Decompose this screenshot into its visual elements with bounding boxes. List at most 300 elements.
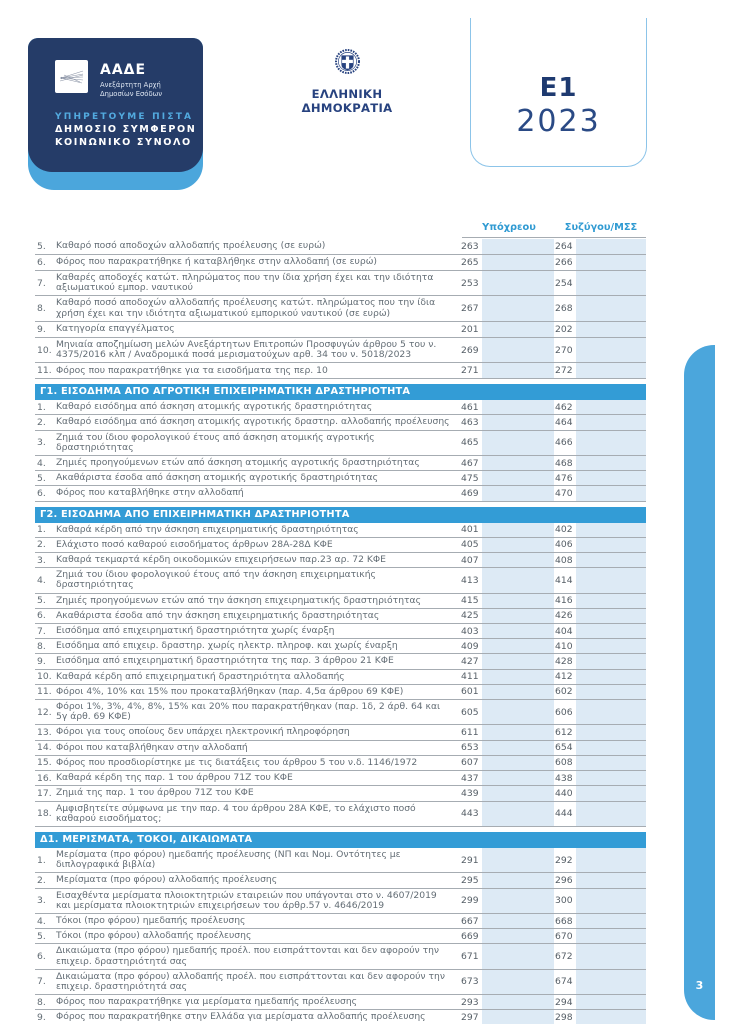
form-year: 2023: [516, 104, 601, 139]
code-label-spouse: 268: [555, 303, 573, 315]
table-row: [35, 553, 646, 568]
row-number: 15.: [37, 757, 52, 769]
table-row: [35, 685, 646, 700]
value-cell-spouse[interactable]: [576, 685, 646, 699]
code-label-obligor: 403: [461, 625, 479, 637]
row-number: 2.: [37, 874, 46, 886]
row-label: Καθαρά κέρδη της παρ. 1 του άρθρου 71Ζ του ΚΦΕ: [56, 772, 293, 784]
code-label-obligor: 407: [461, 554, 479, 566]
table-row: [35, 456, 646, 471]
row-label: Ζημιά της παρ. 1 του άρθρου 71Ζ του ΚΦΕ: [56, 787, 254, 799]
code-label-obligor: 409: [461, 640, 479, 652]
row-number: 1.: [37, 524, 46, 536]
value-cell-obligor[interactable]: [482, 970, 554, 994]
table-row: [35, 523, 646, 538]
code-label-obligor: 269: [461, 344, 479, 356]
value-cell-obligor[interactable]: [482, 456, 554, 470]
value-cell-spouse[interactable]: [576, 741, 646, 755]
code-label-obligor: 469: [461, 488, 479, 500]
table-row: [35, 970, 646, 995]
code-label-spouse: 672: [555, 951, 573, 963]
form-table: [35, 239, 646, 1024]
row-label: Φόρος που παρακρατήθηκε ή καταβλήθηκε στην αλλοδαπή (σε ευρώ): [56, 256, 377, 268]
table-row: [35, 594, 646, 609]
row-number: 17.: [37, 787, 52, 799]
table-row: [35, 741, 646, 756]
table-row: [35, 756, 646, 771]
code-label-obligor: 467: [461, 457, 479, 469]
row-label: Ζημιά του ίδιου φορολογικού έτους από την άσκηση επιχειρηματικής δραστηριότητας: [56, 569, 376, 591]
value-cell-spouse[interactable]: [576, 456, 646, 470]
code-label-spouse: 298: [555, 1011, 573, 1023]
value-cell-obligor[interactable]: [482, 431, 554, 455]
code-label-spouse: 266: [555, 257, 573, 268]
value-cell-obligor[interactable]: [482, 756, 554, 770]
code-label-obligor: 263: [461, 241, 479, 252]
row-label: Φόροι 1%, 3%, 4%, 8%, 15% και 20% που παρακρατήθηκαν (παρ. 1δ, 2 άρθ. 64 και 5γ άρθ. 69 ΚΦΕ): [56, 701, 441, 723]
value-cell-obligor[interactable]: [482, 786, 554, 800]
code-label-obligor: 401: [461, 524, 479, 536]
value-cell-spouse[interactable]: [576, 756, 646, 770]
form-code-box: [470, 18, 647, 167]
code-label-obligor: 607: [461, 757, 479, 769]
table-row: [35, 848, 646, 873]
page-sidebar-tab: [684, 345, 715, 1020]
value-cell-obligor[interactable]: [482, 568, 554, 592]
table-row: [35, 670, 646, 685]
row-number: 8.: [37, 303, 46, 315]
row-label: Καθαρές αποδοχές κατώτ. πληρώματος που την ίδια χρήση έχει και την ιδιότητα αξιωματικού εμπορ. ναυτικού: [56, 272, 434, 294]
row-number: 5.: [37, 472, 46, 484]
row-label: Ακαθάριστα έσοδα από την άσκηση επιχειρηματικής δραστηριότητας: [56, 609, 380, 621]
row-number: 5.: [37, 930, 46, 942]
value-cell-obligor[interactable]: [482, 889, 554, 913]
code-label-obligor: 293: [461, 996, 479, 1008]
code-label-spouse: 426: [555, 610, 573, 622]
value-cell-obligor[interactable]: [482, 338, 554, 362]
table-row: [35, 363, 646, 379]
value-cell-spouse[interactable]: [576, 538, 646, 552]
value-cell-obligor[interactable]: [482, 725, 554, 739]
row-label: Καθαρά κέρδη από την άσκηση επιχειρηματικής δραστηριότητας: [56, 523, 359, 535]
value-cell-obligor[interactable]: [482, 271, 554, 295]
value-cell-obligor[interactable]: [482, 700, 554, 724]
row-number: 5.: [37, 595, 46, 607]
row-number: 10.: [37, 671, 52, 683]
value-cell-spouse[interactable]: [576, 609, 646, 623]
table-row: [35, 255, 646, 271]
row-label: Φόρος που καταβλήθηκε στην αλλοδαπή: [56, 487, 244, 499]
value-cell-spouse[interactable]: [576, 338, 646, 362]
code-label-spouse: 428: [555, 656, 573, 668]
row-number: 3.: [37, 437, 46, 449]
code-label-obligor: 295: [461, 874, 479, 886]
code-label-spouse: 654: [555, 742, 573, 754]
row-label: Καθαρό ποσό αποδοχών αλλοδαπής προέλευσης κατώτ. πληρώματος που την ίδια χρήση έχει και την ιδιότητα αξιωματικού εμπορικού ναυτικού (σε ευρώ): [56, 297, 436, 319]
value-cell-obligor[interactable]: [482, 670, 554, 684]
row-number: 9.: [37, 323, 46, 335]
aade-badge: [28, 38, 203, 190]
value-cell-spouse[interactable]: [576, 471, 646, 485]
value-cell-spouse[interactable]: [576, 553, 646, 567]
row-label: Μερίσματα (προ φόρου) αλλοδαπής προέλευσης: [56, 874, 278, 886]
row-label: Ελάχιστο ποσό καθαρού εισοδήματος άρθρων 28Α-28Δ ΚΦΕ: [56, 538, 333, 550]
code-label-obligor: 425: [461, 610, 479, 622]
row-number: 7.: [37, 976, 46, 988]
row-number: 7.: [37, 277, 46, 289]
value-cell-obligor[interactable]: [482, 296, 554, 320]
row-number: 13.: [37, 727, 52, 739]
row-label: Τόκοι (προ φόρου) ημεδαπής προέλευσης: [56, 914, 246, 926]
table-row: [35, 771, 646, 786]
row-number: 14.: [37, 742, 52, 754]
table-row: [35, 415, 646, 430]
code-label-spouse: 410: [555, 640, 573, 652]
value-cell-spouse[interactable]: [576, 848, 646, 872]
row-label: Ζημιά του ίδιου φορολογικού έτους από άσκηση ατομικής αγροτικής δραστηριότητας: [56, 431, 375, 453]
code-label-spouse: 440: [555, 787, 573, 799]
code-label-spouse: 464: [555, 417, 573, 429]
value-cell-spouse[interactable]: [576, 725, 646, 739]
row-number: 4.: [37, 574, 46, 586]
row-number: 6.: [37, 257, 46, 268]
value-cell-spouse[interactable]: [576, 568, 646, 592]
value-cell-spouse[interactable]: [576, 431, 646, 455]
value-cell-spouse[interactable]: [576, 415, 646, 429]
table-row: [35, 624, 646, 639]
code-label-obligor: 475: [461, 472, 479, 484]
code-label-spouse: 272: [555, 365, 573, 377]
code-label-obligor: 415: [461, 595, 479, 607]
code-label-spouse: 300: [555, 895, 573, 907]
row-label: Εισόδημα από επιχειρ. δραστηρ. χωρίς ηλεκτρ. πληροφ. και χωρίς έναρξη: [56, 640, 398, 652]
code-label-spouse: 444: [555, 808, 573, 820]
value-cell-spouse[interactable]: [576, 271, 646, 295]
row-number: 16.: [37, 772, 52, 784]
value-cell-obligor[interactable]: [482, 848, 554, 872]
table-row: [35, 944, 646, 969]
row-label: Δικαιώματα (προ φόρου) αλλοδαπής προέλ. που εισπράττονται και δεν αφορούν την επιχειρ. δραστηριότητά σας: [56, 970, 445, 992]
code-label-obligor: 667: [461, 915, 479, 927]
value-cell-obligor[interactable]: [482, 1010, 554, 1024]
row-label: Τόκοι (προ φόρου) αλλοδαπής προέλευσης: [56, 930, 252, 942]
code-label-spouse: 468: [555, 457, 573, 469]
table-row: [35, 700, 646, 725]
table-row: [35, 786, 646, 801]
code-label-obligor: 671: [461, 951, 479, 963]
row-label: Δικαιώματα (προ φόρου) ημεδαπής προέλ. που εισπράττονται και δεν αφορούν την επιχειρ. δραστηριότητά σας: [56, 945, 440, 967]
code-label-obligor: 201: [461, 323, 479, 335]
form-code: E1: [539, 73, 578, 103]
table-row: [35, 725, 646, 740]
code-label-obligor: 443: [461, 808, 479, 820]
code-label-obligor: 461: [461, 401, 479, 413]
row-number: 1.: [37, 401, 46, 413]
row-number: 11.: [37, 686, 52, 698]
code-label-spouse: 270: [555, 344, 573, 356]
code-label-obligor: 601: [461, 686, 479, 698]
value-cell-obligor[interactable]: [482, 639, 554, 653]
row-label: Φόρος που παρακρατήθηκε στην Ελλάδα για μερίσματα αλλοδαπής προέλευσης: [56, 1011, 426, 1023]
row-label: Εισόδημα από επιχειρηματική δραστηριότητα της παρ. 3 άρθρου 21 ΚΦΕ: [56, 655, 394, 667]
code-label-obligor: 291: [461, 854, 479, 866]
code-label-obligor: 267: [461, 303, 479, 315]
code-label-spouse: 406: [555, 539, 573, 551]
value-cell-obligor[interactable]: [482, 523, 554, 537]
value-cell-spouse[interactable]: [576, 944, 646, 968]
row-number: 5.: [37, 241, 46, 252]
table-row: [35, 609, 646, 624]
code-label-obligor: 297: [461, 1011, 479, 1023]
code-label-spouse: 296: [555, 874, 573, 886]
row-number: 11.: [37, 365, 52, 377]
value-cell-spouse[interactable]: [576, 322, 646, 337]
code-label-obligor: 405: [461, 539, 479, 551]
code-label-spouse: 402: [555, 524, 573, 536]
aade-subtitle-line1: Ανεξάρτητη Αρχή: [100, 81, 161, 89]
row-label: Φόρος που προσδιορίστηκε με τις διατάξεις του άρθρου 5 του ν.δ. 1146/1972: [56, 756, 418, 768]
row-label: Μερίσματα (προ φόρου) ημεδαπής προέλευσης (ΝΠ και Νομ. Οντότητες με διπλογραφικά βιβλία): [56, 848, 401, 871]
value-cell-obligor[interactable]: [482, 400, 554, 414]
code-label-spouse: 202: [555, 323, 573, 335]
code-label-spouse: 466: [555, 437, 573, 449]
code-label-spouse: 294: [555, 996, 573, 1008]
republic-title: ΕΛΛΗΝΙΚΗ ΔΗΜΟΚΡΑΤΙΑ: [301, 87, 393, 115]
value-cell-spouse[interactable]: [576, 771, 646, 785]
row-label: Εισόδημα από επιχειρηματική δραστηριότητα χωρίς έναρξη: [56, 625, 335, 637]
row-label: Καθαρό ποσό αποδοχών αλλοδαπής προέλευσης (σε ευρώ): [56, 240, 326, 252]
value-cell-obligor[interactable]: [482, 654, 554, 668]
value-cell-obligor[interactable]: [482, 929, 554, 943]
row-number: 2.: [37, 539, 46, 551]
table-row: [35, 338, 646, 363]
value-cell-obligor[interactable]: [482, 471, 554, 485]
value-cell-obligor[interactable]: [482, 486, 554, 500]
aade-motto-line2: ΔΗΜΟΣΙΟ ΣΥΜΦΕΡΟΝ: [55, 124, 197, 135]
table-row: [35, 431, 646, 456]
table-row: [35, 538, 646, 553]
code-label-obligor: 271: [461, 365, 479, 377]
code-label-obligor: 465: [461, 437, 479, 449]
row-label: Καθαρό εισόδημα από άσκηση ατομικής αγροτικής δραστηρ. αλλοδαπής προέλευσης: [56, 416, 450, 428]
row-label: Καθαρό εισόδημα από άσκηση ατομικής αγροτικής δραστηριότητας: [56, 401, 373, 413]
value-cell-obligor[interactable]: [482, 873, 554, 887]
code-label-spouse: 612: [555, 727, 573, 739]
code-label-obligor: 611: [461, 727, 479, 739]
aade-logo-icon: [55, 60, 88, 93]
table-row: [35, 1010, 646, 1024]
table-row: [35, 271, 646, 296]
table-row: [35, 296, 646, 321]
column-header-spouse: Συζύγου/ΜΣΣ: [556, 222, 646, 238]
column-header-obligor: Υπόχρεου: [462, 222, 556, 238]
row-label: Ακαθάριστα έσοδα από άσκηση ατομικής αγροτικής δραστηριότητας: [56, 472, 378, 484]
page-number: 3: [695, 979, 704, 992]
section-header-bar: Δ1. ΜΕΡΙΣΜΑΤΑ, ΤΟΚΟΙ, ΔΙΚΑΙΩΜΑΤΑ: [35, 832, 646, 848]
table-row: [35, 486, 646, 501]
republic-header: [270, 48, 424, 115]
row-number: 6.: [37, 610, 46, 622]
row-label: Εισαχθέντα μερίσματα πλοιοκτητριών εταιρειών που υπάγονται στο ν. 4607/2019 και μερίσματα πλοιοκτητριών επιχειρήσεων του άρθρ.57 ν. 4646/2019: [56, 889, 437, 911]
value-cell-spouse[interactable]: [576, 914, 646, 928]
table-row: [35, 322, 646, 338]
code-label-spouse: 602: [555, 686, 573, 698]
code-label-spouse: 668: [555, 915, 573, 927]
code-label-obligor: 265: [461, 257, 479, 268]
value-cell-spouse[interactable]: [576, 929, 646, 943]
value-cell-spouse[interactable]: [576, 624, 646, 638]
row-number: 1.: [37, 854, 46, 866]
row-number: 6.: [37, 488, 46, 500]
republic-emblem-icon: [334, 60, 361, 79]
row-label: Κατηγορία επαγγέλματος: [56, 323, 175, 335]
code-label-obligor: 253: [461, 277, 479, 289]
value-cell-spouse[interactable]: [576, 670, 646, 684]
value-cell-spouse[interactable]: [576, 873, 646, 887]
code-label-spouse: 462: [555, 401, 573, 413]
section-header-bar: Γ1. ΕΙΣΟΔΗΜΑ ΑΠΟ ΑΓΡΟΤΙΚΗ ΕΠΙΧΕΙΡΗΜΑΤΙΚΗ ΔΡΑΣΤΗΡΙΟΤΗΤΑ: [35, 384, 646, 400]
code-label-spouse: 416: [555, 595, 573, 607]
value-cell-obligor[interactable]: [482, 624, 554, 638]
row-number: 3.: [37, 554, 46, 566]
code-label-spouse: 404: [555, 625, 573, 637]
section-header-bar: Γ2. ΕΙΣΟΔΗΜΑ ΑΠΟ ΕΠΙΧΕΙΡΗΜΑΤΙΚΗ ΔΡΑΣΤΗΡΙΟΤΗΤΑ: [35, 507, 646, 523]
table-row: [35, 873, 646, 888]
row-label: Φόρος που παρακρατήθηκε για τα εισοδήματα της περ. 10: [56, 364, 328, 376]
code-label-obligor: 411: [461, 671, 479, 683]
row-label: Αμφισβητείτε σύμφωνα με την παρ. 4 του άρθρου 28Α ΚΦΕ, το ελάχιστο ποσό καθαρού εισοδήματος;: [56, 802, 416, 824]
value-cell-obligor[interactable]: [482, 415, 554, 429]
value-cell-spouse[interactable]: [576, 255, 646, 270]
table-row: [35, 639, 646, 654]
row-number: 9.: [37, 656, 46, 668]
value-cell-spouse[interactable]: [576, 1010, 646, 1024]
value-cell-obligor[interactable]: [482, 594, 554, 608]
value-cell-spouse[interactable]: [576, 363, 646, 378]
row-label: Φόροι 4%, 10% και 15% που προκαταβλήθηκαν (παρ. 4,5α άρθρου 69 ΚΦΕ): [56, 685, 404, 697]
row-label: Καθαρά τεκμαρτά κέρδη οικοδομικών επιχειρήσεων παρ.23 αρ. 72 ΚΦΕ: [56, 554, 386, 566]
row-label: Ζημιές προηγούμενων ετών από την άσκηση επιχειρηματικής δραστηριότητας: [56, 594, 422, 606]
code-label-obligor: 669: [461, 930, 479, 942]
value-cell-obligor[interactable]: [482, 995, 554, 1009]
value-cell-spouse[interactable]: [576, 889, 646, 913]
value-cell-spouse[interactable]: [576, 786, 646, 800]
table-row: [35, 995, 646, 1010]
value-cell-spouse[interactable]: [576, 639, 646, 653]
row-number: 7.: [37, 625, 46, 637]
value-cell-spouse[interactable]: [576, 700, 646, 724]
row-number: 3.: [37, 895, 46, 907]
row-number: 9.: [37, 1011, 46, 1023]
value-cell-spouse[interactable]: [576, 970, 646, 994]
table-row: [35, 802, 646, 827]
code-label-spouse: 414: [555, 574, 573, 586]
row-number: 18.: [37, 808, 52, 820]
code-label-spouse: 412: [555, 671, 573, 683]
code-label-spouse: 254: [555, 277, 573, 289]
aade-motto-line1: ΥΠΗΡΕΤΟΥΜΕ ΠΙΣΤΑ: [55, 112, 194, 122]
row-number: 4.: [37, 915, 46, 927]
code-label-obligor: 413: [461, 574, 479, 586]
value-cell-obligor[interactable]: [482, 322, 554, 337]
code-label-spouse: 408: [555, 554, 573, 566]
code-label-obligor: 463: [461, 417, 479, 429]
value-cell-obligor[interactable]: [482, 239, 554, 254]
row-label: Φόρος που παρακρατήθηκε για μερίσματα ημεδαπής προέλευσης: [56, 996, 358, 1008]
code-label-spouse: 292: [555, 854, 573, 866]
value-cell-obligor[interactable]: [482, 944, 554, 968]
table-row: [35, 400, 646, 415]
row-number: 6.: [37, 951, 46, 963]
aade-subtitle-line2: Δημοσίων Εσόδων: [100, 89, 163, 98]
value-cell-obligor[interactable]: [482, 553, 554, 567]
table-row: [35, 568, 646, 593]
value-cell-spouse[interactable]: [576, 296, 646, 320]
table-row: [35, 654, 646, 669]
code-label-obligor: 673: [461, 976, 479, 988]
row-label: Φόροι που καταβλήθηκαν στην αλλοδαπή: [56, 741, 248, 753]
value-cell-spouse[interactable]: [576, 400, 646, 414]
value-cell-spouse[interactable]: [576, 995, 646, 1009]
row-label: Ζημιές προηγούμενων ετών από άσκηση ατομικής αγροτικής δραστηριότητας: [56, 457, 420, 469]
code-label-spouse: 674: [555, 976, 573, 988]
value-cell-obligor[interactable]: [482, 741, 554, 755]
value-cell-spouse[interactable]: [576, 486, 646, 500]
code-label-spouse: 470: [555, 488, 573, 500]
code-label-obligor: 299: [461, 895, 479, 907]
row-number: 10.: [37, 344, 52, 356]
code-label-spouse: 670: [555, 930, 573, 942]
value-cell-obligor[interactable]: [482, 538, 554, 552]
code-label-spouse: 476: [555, 472, 573, 484]
row-number: 8.: [37, 996, 46, 1008]
value-cell-obligor[interactable]: [482, 771, 554, 785]
value-cell-obligor[interactable]: [482, 914, 554, 928]
code-label-spouse: 264: [555, 241, 573, 252]
value-cell-obligor[interactable]: [482, 609, 554, 623]
row-number: 4.: [37, 457, 46, 469]
code-label-obligor: 439: [461, 787, 479, 799]
code-label-spouse: 438: [555, 772, 573, 784]
row-label: Μηνιαία αποζημίωση μελών Ανεξάρτητων Επιτροπών Προσφυγών άρθρου 5 του ν. 4375/2016 κλπ / Αναδρομικά ποσά μερισματούχων αρθ. 34 του ν. 5018/2023: [56, 338, 437, 361]
value-cell-spouse[interactable]: [576, 654, 646, 668]
value-cell-obligor[interactable]: [482, 802, 554, 826]
value-cell-obligor[interactable]: [482, 255, 554, 270]
aade-badge-navy-panel: [28, 38, 203, 172]
value-cell-obligor[interactable]: [482, 685, 554, 699]
value-cell-obligor[interactable]: [482, 363, 554, 378]
value-cell-spouse[interactable]: [576, 523, 646, 537]
row-number: 12.: [37, 706, 52, 718]
row-number: 2.: [37, 417, 46, 429]
value-cell-spouse[interactable]: [576, 594, 646, 608]
value-cell-spouse[interactable]: [576, 802, 646, 826]
aade-name: ΑΑΔΕ: [100, 62, 147, 78]
table-row: [35, 239, 646, 255]
code-label-obligor: 653: [461, 742, 479, 754]
row-label: Καθαρά κέρδη από επιχειρηματική δραστηριότητα αλλοδαπής: [56, 670, 345, 682]
aade-motto-line3: ΚΟΙΝΩΝΙΚΟ ΣΥΝΟΛΟ: [55, 137, 192, 148]
table-row: [35, 471, 646, 486]
row-label: Φόροι για τους οποίους δεν υπάρχει ηλεκτρονική πληροφόρηση: [56, 726, 350, 738]
table-row: [35, 929, 646, 944]
value-cell-spouse[interactable]: [576, 239, 646, 254]
row-number: 8.: [37, 640, 46, 652]
table-row: [35, 889, 646, 914]
code-label-obligor: 605: [461, 706, 479, 718]
code-label-obligor: 437: [461, 772, 479, 784]
code-label-spouse: 608: [555, 757, 573, 769]
